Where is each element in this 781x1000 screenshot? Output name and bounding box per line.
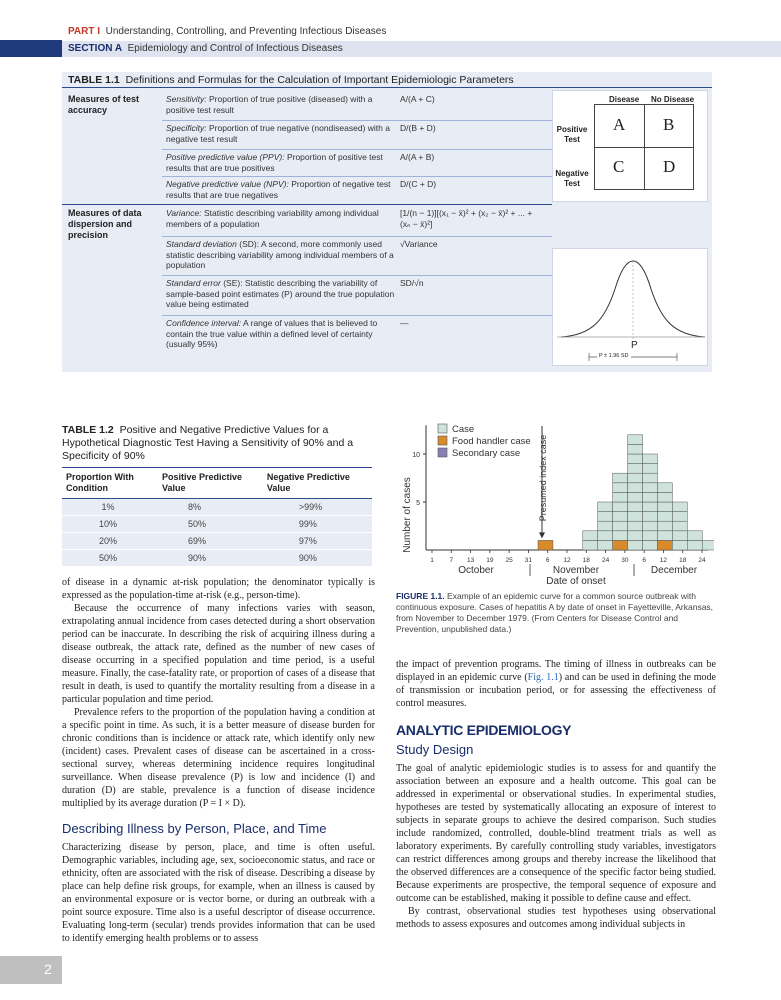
x-tick-label: 1	[430, 557, 434, 564]
table-1-2	[62, 424, 372, 563]
x-tick-label: 24	[698, 557, 706, 564]
section-header	[0, 41, 781, 57]
col-no-disease: No Disease	[651, 95, 695, 104]
case-box	[628, 444, 643, 454]
case-box	[643, 473, 658, 483]
annotation-label: Presumed index case	[538, 434, 548, 522]
part-title: Understanding, Controlling, and Preventing Infectious Diseases	[105, 26, 387, 37]
group-dispersion: Measures of data dispersion and precision	[68, 208, 142, 240]
case-box	[643, 483, 658, 493]
month-label: December	[650, 565, 698, 576]
case-box	[687, 540, 702, 550]
section-title: Epidemiology and Control of Infectious Diseases	[127, 43, 343, 54]
case-box	[643, 540, 658, 550]
case-box	[672, 512, 687, 522]
case-box	[628, 512, 643, 522]
legend-swatch	[438, 436, 447, 445]
row-divider	[162, 120, 552, 121]
case-box	[613, 502, 628, 512]
row-negative-test: Negative Test	[555, 169, 589, 188]
case-box	[628, 521, 643, 531]
case-box	[628, 531, 643, 541]
case-box	[613, 512, 628, 522]
legend-label: Secondary case	[452, 448, 521, 459]
case-box	[657, 483, 672, 493]
epidemic-curve-chart	[396, 418, 714, 590]
paragraph: By contrast, observational studies test hypotheses using observational methods to assess exposures and outcomes among individual subjects in	[396, 906, 716, 930]
row-specificity: Specificity: Proportion of true negative (nondiseased) with a negative test result D/(B + D)	[166, 123, 436, 144]
row-divider	[162, 275, 552, 276]
x-tick-label: 31	[524, 557, 533, 564]
cell-a: A	[613, 115, 626, 134]
table-row: 20% 69% 97%	[62, 533, 372, 550]
predictive-values-table	[62, 468, 372, 567]
case-box	[657, 521, 672, 531]
case-box	[643, 502, 658, 512]
case-box	[672, 531, 687, 541]
x-tick-label: 12	[659, 557, 668, 564]
paragraph: The goal of analytic epidemiologic studies is to assess for and quantify the association between an exposure and a health outcome. This goal can be addressed in experimental or observational studies. In experimental studies, hypotheses are tested by systematically allocating an exposure of interest to subjects in separate groups to achieve the desired comparison. Such studies include randomized, controlled, double-blind treatment trials as well as laboratory experiments. By carefully controlling study variables, investigators can restrict differences among groups and thereby increase the likelihood that the observed differences are a consequence of the specific factor being studied. Because experiments are prospective, the temporal sequence of exposure and outcome can be established, making it possible to define cause and effect.	[396, 763, 716, 904]
legend-swatch	[438, 424, 447, 433]
normal-curve-panel	[552, 248, 708, 366]
y-axis-label: Number of cases	[402, 477, 413, 553]
case-box	[628, 540, 643, 550]
case-box	[702, 540, 714, 550]
case-box	[613, 521, 628, 531]
x-tick-label: 18	[679, 557, 687, 564]
cell-c: C	[613, 157, 625, 176]
case-box	[598, 521, 613, 531]
case-box	[657, 502, 672, 512]
paragraph: Because the occurrence of many infections varies with season, extrapolating annual incidence from cases detected during a short observation period can be inaccurate. In describing the risk of acquiring illness during a disease outbreak, the attack rate, defined as the number of new cases of disease occurring in a specified population and time period, is a useful measure. Finally, the case-fatality rate, or proportion of cases of a disease that result in death, is used to quantify the mortality resulting from a disease in a particular population and time period.	[62, 603, 375, 705]
section-label: SECTION A	[68, 43, 123, 54]
x-axis-label: Date of onset	[546, 576, 606, 587]
x-tick-label: 25	[505, 557, 513, 564]
row-divider	[162, 149, 552, 150]
row-divider	[162, 315, 552, 316]
legend-swatch	[438, 448, 447, 457]
x-tick-label: 6	[642, 557, 646, 564]
table-1-1-title: TABLE 1.1 Definitions and Formulas for the Calculation of Important Epidemiologic Parameters	[62, 72, 712, 88]
x-tick-label: 6	[545, 557, 550, 564]
case-box	[657, 540, 672, 550]
month-label: October	[458, 565, 494, 576]
case-box	[657, 492, 672, 502]
right-column	[396, 658, 716, 931]
paragraph: the impact of prevention programs. The timing of illness in outbreaks can be displayed in an epidemic curve (Fig. 1.1) and can be used in defining the mode of transmission or incubation period, or for assessing the effectiveness of control measures.	[396, 659, 717, 709]
x-tick-label: 13	[466, 557, 475, 564]
part-header	[0, 26, 781, 40]
cell-d: D	[663, 157, 676, 176]
case-box	[628, 492, 643, 502]
section-marker	[0, 40, 62, 57]
x-tick-label: 30	[621, 557, 629, 564]
case-box	[613, 492, 628, 502]
row-sensitivity: Sensitivity: Proportion of true positive (diseased) with a positive test result A/(A + C)	[166, 94, 435, 115]
case-box	[628, 502, 643, 512]
cell-b: B	[663, 115, 675, 134]
row-ci: Confidence interval: A range of values that is believed to contain the true value within a defined level of certainty (usually 95%) —	[166, 318, 409, 349]
case-box	[643, 492, 658, 502]
col-disease: Disease	[609, 95, 640, 104]
case-box	[628, 473, 643, 483]
case-box	[687, 531, 702, 541]
table-1-1	[62, 72, 712, 372]
case-box	[643, 454, 658, 464]
index-arrowhead	[539, 532, 545, 538]
case-box	[598, 512, 613, 522]
two-by-two-grid	[594, 104, 694, 190]
figure-caption: FIGURE 1.1. Example of an epidemic curve for a common source outbreak with continuous exposure. Cases of hepatitis A by date of onset in Fayetteville, Arkansas, from November to December 1979. (From Centers for Disease Control and Prevention, unpublished data.)	[396, 591, 714, 634]
case-box	[613, 473, 628, 483]
month-label: November	[552, 565, 600, 576]
x-tick-label: 12	[563, 557, 571, 564]
row-positive-test: Positive Test	[556, 125, 588, 144]
row-divider	[162, 176, 552, 177]
paragraph: Prevalence refers to the proportion of the population having a condition at a specific point in time. As such, it is a better measure of disease burden for chronic conditions than is incidence or attack rate, which identify only new (incident) cases. Prevalent cases of disease can be ascertained in a cross-sectional survey, whereas determining incidence requires longitudinal surveillance. When disease prevalence (P) is low and incidence (I) and duration (D) are stable, prevalence is a function of disease incidence multiplied by its average duration (P = I × D).	[62, 707, 375, 809]
case-box	[583, 540, 598, 550]
y-tick-label: 10	[412, 452, 420, 459]
table-1-2-title: TABLE 1.2 Positive and Negative Predictive Values for a Hypothetical Diagnostic Test Having a Sensitivity of 90% and a Specificity of 90%	[62, 424, 372, 468]
case-box	[657, 512, 672, 522]
th-ppv: Positive Predictive Value	[158, 468, 263, 499]
case-box	[672, 502, 687, 512]
th-proportion: Proportion With Condition	[62, 468, 158, 499]
left-column	[62, 576, 375, 945]
paragraph: of disease in a dynamic at-risk population; the denominator typically is expressed as the population-time at-risk (e.g., person-time).	[62, 577, 375, 601]
case-box	[628, 435, 643, 445]
part-label: PART I	[68, 26, 101, 37]
table-row: 1% 8% >99%	[62, 499, 372, 516]
case-box	[613, 531, 628, 541]
case-box	[583, 531, 598, 541]
interval-label: P ± 1.96 SD	[599, 353, 629, 359]
case-box	[598, 540, 613, 550]
case-box	[628, 483, 643, 493]
p-label: P	[631, 340, 638, 351]
y-tick-label: 5	[416, 500, 420, 507]
chapter-heading: ANALYTIC EPIDEMIOLOGY	[396, 722, 572, 738]
case-box	[672, 521, 687, 531]
x-tick-label: 7	[449, 557, 454, 564]
case-box	[613, 540, 628, 550]
case-box	[613, 483, 628, 493]
x-tick-label: 24	[601, 557, 610, 564]
row-npv: Negative predictive value (NPV): Proportion of negative test results that are true negatives D/(C + D)	[166, 179, 437, 200]
case-box	[672, 540, 687, 550]
paragraph: Characterizing disease by person, place, and time is often useful. Demographic variables, including age, sex, socioeconomic status, and race or ethnicity, often are associated with the risk of disease. Describing a disease by place can help define risk groups, for example, when an illness is caused by an environmental exposure or is vector borne, or during an outbreak with a point source exposure. Time also is a useful descriptor of disease occurrence. Evaluating long-term (secular) trends provides information that can be used to identify emerging health problems or to assess	[62, 842, 375, 944]
th-npv: Negative Predictive Value	[263, 468, 372, 499]
x-tick-label: 19	[486, 557, 494, 564]
case-box	[538, 540, 553, 550]
case-box	[643, 521, 658, 531]
case-box	[598, 531, 613, 541]
row-variance: Variance: Statistic describing variability among individual members of a population [1/(n − 1)][(x₁ − x̄)² + (x₂ − x̄)² + ... + (xₙ − x̄)²]	[166, 208, 533, 229]
row-sd: Standard deviation (SD): A second, more commonly used statistic describing variability among individual members of a population √Variance	[166, 239, 438, 270]
legend-label: Case	[452, 424, 475, 435]
case-box	[643, 512, 658, 522]
section-heading: Study Design	[396, 742, 474, 757]
x-tick-label: 18	[582, 557, 590, 564]
case-box	[643, 464, 658, 474]
table-row: 50% 90% 90%	[62, 550, 372, 567]
legend-label: Food handler case	[452, 436, 531, 447]
case-box	[628, 454, 643, 464]
group-test-accuracy: Measures of test accuracy	[68, 94, 140, 115]
page-number: 2	[0, 956, 62, 984]
row-ppv: Positive predictive value (PPV): Proportion of positive test results that are true positives A/(A + B)	[166, 152, 435, 173]
row-divider	[162, 236, 552, 237]
case-box	[628, 464, 643, 474]
case-box	[598, 502, 613, 512]
case-box	[657, 531, 672, 541]
row-se: Standard error (SE): Statistic describing the variability of sample-based point estimates (P) around the true population value being estimated SD/√n	[166, 278, 424, 309]
table-row: 10% 50% 99%	[62, 516, 372, 533]
figure-link[interactable]: Fig. 1.1	[527, 672, 559, 683]
case-box	[643, 531, 658, 541]
section-heading: Describing Illness by Person, Place, and Time	[62, 821, 327, 836]
